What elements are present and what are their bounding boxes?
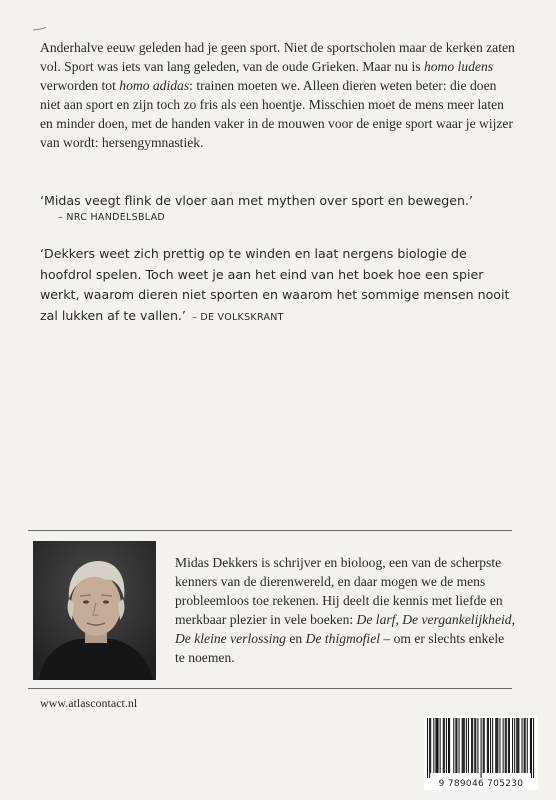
- barcode-bar: [443, 718, 444, 773]
- barcode-bar: [474, 718, 475, 773]
- barcode-bar: [487, 718, 488, 773]
- quote-source-nrc: – NRC HANDELSBLAD: [58, 212, 165, 223]
- barcode-bar: [449, 718, 450, 773]
- barcode-bar: [499, 718, 500, 773]
- barcode-bar: [471, 718, 472, 773]
- barcode-bar: [497, 718, 498, 773]
- barcode-bar: [516, 718, 517, 773]
- corner-mark: [33, 27, 47, 32]
- barcode-bar: [438, 718, 439, 773]
- isbn-barcode: [424, 716, 538, 790]
- barcode-bar: [506, 718, 507, 773]
- divider-top: [28, 530, 512, 531]
- barcode-bar: [495, 718, 496, 773]
- barcode-bar: [435, 718, 436, 773]
- barcode-bar: [456, 718, 457, 773]
- barcode-bar: [453, 718, 454, 773]
- review-quote-nrc: [40, 191, 520, 211]
- barcode-bar: [496, 718, 497, 773]
- barcode-bar: [463, 718, 464, 773]
- barcode-bar: [488, 718, 489, 773]
- barcode-bar: [427, 718, 428, 778]
- barcode-bar: [490, 718, 491, 773]
- barcode-bar: [512, 718, 513, 773]
- barcode-bar: [483, 718, 484, 773]
- barcode-bar: [430, 718, 431, 773]
- barcode-bar: [433, 718, 434, 773]
- barcode-bar: [477, 718, 478, 773]
- barcode-bar: [472, 718, 473, 773]
- barcode-bar: [522, 718, 523, 773]
- quote-source-volkskrant: – DE VOLKSKRANT: [191, 311, 284, 323]
- barcode-bar: [492, 718, 493, 773]
- barcode-bar: [429, 718, 430, 778]
- barcode-bar: [468, 718, 469, 773]
- barcode-bar: [475, 718, 476, 773]
- barcode-bar: [444, 718, 445, 773]
- barcode-bar: [508, 718, 509, 773]
- review-quote-volkskrant: [40, 244, 516, 328]
- barcode-bar: [462, 718, 463, 773]
- quote-text: ‘Midas veegt flink de vloer aan met mythen over sport en bewegen.’: [40, 193, 474, 208]
- barcode-bar: [484, 718, 485, 773]
- barcode-bar: [531, 718, 532, 778]
- barcode-bar: [509, 718, 510, 773]
- barcode-bar: [464, 718, 465, 773]
- barcode-bar: [466, 718, 467, 773]
- barcode-bar: [530, 718, 531, 773]
- barcode-bar: [518, 718, 519, 773]
- blurb-paragraph: Anderhalve eeuw geleden had je geen sport. Niet de sportscholen maar de kerken zaten vol. Sport was iets van lang geleden, van de oude Grieken. Maar nu is homo ludens verworden tot homo adidas: trainen moeten we. Alleen dieren weten beter: die doen niet aan sport en zijn toch zo fris als een hoentje. Misschien moet de mens meer laten en minder doen, met de handen vaker in de mouwen voor de enige sport waar je wijzer van wordt: hersengymnastiek.: [40, 40, 515, 150]
- barcode-bar: [524, 718, 525, 773]
- barcode-bar: [440, 718, 441, 773]
- barcode-bar: [436, 718, 437, 773]
- barcode-bar: [505, 718, 506, 773]
- barcode-bar: [533, 718, 534, 778]
- barcode-bar: [514, 718, 515, 773]
- barcode-bar: [446, 718, 447, 773]
- divider-bottom: [28, 688, 512, 689]
- quote-text: ‘Dekkers weet zich prettig op te winden en laat nergens biologie de hoofdrol spelen. Toch weet je aan het eind van het boek hoe een spier werkt, waarom dieren niet sporten en waarom het sommige mensen nooit zal lukken af te vallen.’: [40, 246, 510, 323]
- publisher-website[interactable]: www.atlascontact.nl: [40, 696, 138, 710]
- barcode-bar: [448, 718, 449, 773]
- barcode-bar: [527, 718, 528, 773]
- barcode-bar: [525, 718, 526, 773]
- barcode-bar: [481, 718, 482, 778]
- barcode-bar: [503, 718, 504, 773]
- author-photo: [33, 541, 156, 680]
- barcode-bar: [455, 718, 456, 773]
- barcode-digits: 9 789046 705230: [438, 779, 524, 789]
- barcode-bar: [459, 718, 460, 773]
- barcode-bar: [517, 718, 518, 773]
- author-bio: Midas Dekkers is schrijver en bioloog, een van de scherpste kenners van de dierenwereld, en daar mogen we de mens probleemloos toe rekenen. Hij deelt die kennis met liefde en merkbaar plezier in vele boeken: De larf, De vergankelijkheid, De kleine verlossing en De thigmofiel – om er slechts enkele te noemen.: [175, 555, 515, 665]
